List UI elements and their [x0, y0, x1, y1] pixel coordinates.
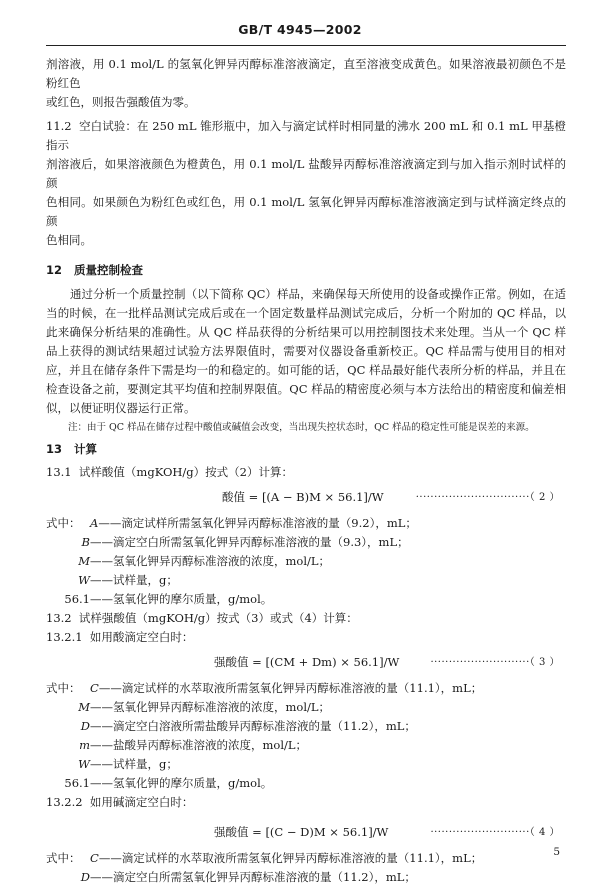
header-rule: [46, 45, 566, 46]
clause-13-2-number: 13.2: [46, 611, 72, 625]
continued-line-1: 剂溶液，用 0.1 mol/L 的氢氧化钾异丙醇标准溶液滴定，直至溶液变成黄色。如果溶液最初颜色不是粉红色: [46, 57, 566, 90]
clause-11-2-line-4: 色相同。: [46, 233, 92, 247]
section-12-note: 注：由于 QC 样品在储存过程中酸值或碱值会改变，当出现失控状态时，QC 样品的稳定性可能是误差的来源。: [68, 422, 535, 433]
def-4-1: D——滴定空白所需氢氧化钾异丙醇标准溶液的量（11.2），mL；: [80, 870, 416, 884]
def-3-2: D——滴定空白溶液所需盐酸异丙醇标准溶液的量（11.2），mL；: [80, 719, 416, 733]
formula-2: [46, 488, 566, 508]
clause-13-1: [46, 463, 566, 482]
section-12-paragraph: 通过分析一个质量控制（以下简称 QC）样品，来确保每天所使用的设备或操作正常。例如，在适当的时候，在一批样品测试完成后或在一个固定数量样品测试完成后，分析一个附加的 QC 样品，以此来确保分析结果的准确性。从 QC 样品获得的分析结果可以用控制图技术来处理。当从一个 QC 样品上获得的测试结果超过试验方法界限值时，需要对仪器设备重新校正。QC 样品需与使用目的相对应，并且在储存条件下需是均一的和稳定的。如可能的话，QC 样品最好能代表所分析的样品，并且在检查设备之前，要测定其平均值和控制界限值。QC 样品的精密度必须与本方法给出的精密度和偏差相似，以便证明仪器运行正常。: [46, 287, 566, 415]
formula-3: [46, 653, 566, 673]
clause-13-2-1-number: 13.2.1: [46, 630, 83, 644]
clause-11-2-line-1: [46, 117, 566, 155]
clause-13-2-text: 试样强酸值（mgKOH/g）按式（3）或式（4）计算：: [78, 611, 358, 625]
formula-2-number: ·······························（ 2 ）: [415, 492, 560, 503]
formula-4-number: ···························（ 4 ）: [430, 827, 560, 838]
formula-2-expression: 酸值 = [(A − B)M × 56.1]/W: [222, 490, 384, 504]
clause-13-2-1: [46, 628, 566, 647]
formula-4-definitions: 式中： C——滴定试样的水萃取液所需氢氧化钾异丙醇标准溶液的量（11.1），mL； D——滴定空白所需氢氧化钾异丙醇标准溶液的量（11.2），mL；: [46, 849, 566, 887]
def-2-1: B——滴定空白所需氢氧化钾异丙醇标准溶液的量（9.3），mL；: [81, 535, 409, 549]
section-13-title: 计算: [74, 442, 98, 456]
formula-2-definitions: [46, 514, 566, 609]
def-2-4: 56.1——氢氧化钾的摩尔质量，g/mol。: [64, 592, 273, 606]
def-3-1: M——氢氧化钾异丙醇标准溶液的浓度，mol/L；: [78, 700, 331, 714]
def-2-0-desc: ——滴定试样所需氢氧化钾异丙醇标准溶液的量（9.2），mL；: [98, 516, 417, 530]
clause-13-2-2-text: 如用碱滴定空白时：: [89, 795, 194, 809]
section-13-number: 13: [46, 442, 63, 456]
where-label-4: 式中：: [46, 851, 81, 865]
where-label-2: 式中：: [46, 516, 81, 530]
def-3-4: W——试样量，g；: [78, 757, 178, 771]
standard-number-header: GB/T 4945—2002: [238, 22, 362, 37]
clause-13-1-number: 13.1: [46, 465, 72, 479]
clause-13-2-2-number: 13.2.2: [46, 795, 83, 809]
clause-11-2-line-2: 剂溶液后，如果溶液颜色为橙黄色，用 0.1 mol/L 盐酸异丙醇标准溶液滴定到与加入指示剂时试样的颜: [46, 157, 566, 190]
formula-3-number: ···························（ 3 ）: [430, 657, 560, 668]
page-number: 5: [553, 846, 560, 858]
def-3-3: m——盐酸异丙醇标准溶液的浓度，mol/L；: [79, 738, 308, 752]
formula-3-expression: 强酸值 = [(CM + Dm) × 56.1]/W: [214, 655, 400, 669]
formula-4-expression: 强酸值 = [(C − D)M × 56.1]/W: [214, 825, 389, 839]
section-12-heading: [46, 261, 566, 280]
def-3-5: 56.1——氢氧化钾的摩尔质量，g/mol。: [64, 776, 273, 790]
where-label-3: 式中：: [46, 681, 81, 695]
clause-13-1-text: 试样酸值（mgKOH/g）按式（2）计算：: [78, 465, 293, 479]
clause-13-2-2: [46, 793, 566, 812]
section-12-number: 12: [46, 263, 63, 277]
def-2-0-symbol: A: [90, 516, 99, 530]
section-13-heading: [46, 440, 566, 459]
document-body: [46, 55, 566, 887]
formula-4: [46, 823, 566, 843]
clause-11-2-line-3: 色相同。如果颜色为粉红色或红色，用 0.1 mol/L 氢氧化钾异丙醇标准溶液滴定到与试样滴定终点的颜: [46, 195, 566, 228]
def-2-3: W——试样量，g；: [78, 573, 178, 587]
clause-13-2-1-text: 如用酸滴定空白时：: [89, 630, 194, 644]
section-12-title: 质量控制检查: [74, 263, 144, 277]
clause-11-2-text: 空白试验：在 250 mL 锥形瓶中，加入与滴定试样时相同量的沸水 200 mL 和 0.1 mL 甲基橙指示: [46, 119, 567, 152]
continued-line-2: 或红色，则报告强酸值为零。: [46, 95, 196, 109]
clause-13-2: [46, 609, 566, 628]
formula-3-definitions: 式中： C——滴定试样的水萃取液所需氢氧化钾异丙醇标准溶液的量（11.1），mL； M——氢氧化钾异丙醇标准溶液的浓度，mol/L； D——滴定空白溶液所需盐酸异丙醇标准溶液的量（11.2），mL； m——盐酸异丙醇标准溶液的浓度，mol/L； W——试样量，g； 56.1——氢氧化钾的摩尔质量，g/mol。: [46, 679, 566, 793]
def-2-2: M——氢氧化钾异丙醇标准溶液的浓度，mol/L；: [78, 554, 331, 568]
clause-11-2-number: 11.2: [46, 119, 72, 133]
